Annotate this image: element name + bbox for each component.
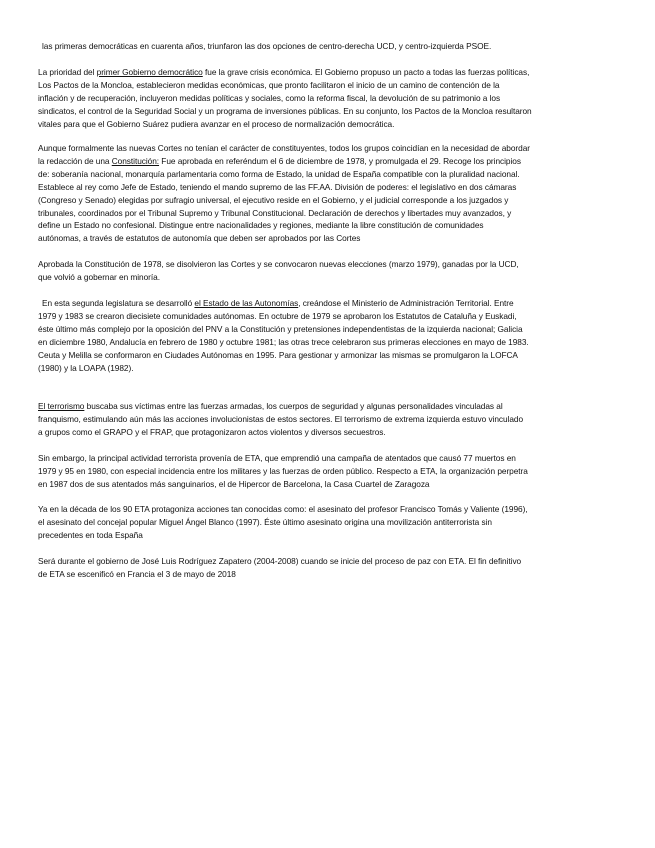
text-line: en diciembre 1980, Andalucía en febrero de 1980 y octubre 1981; las otras trece celebraron sus primeras elecciones en mayo de 1983.	[38, 336, 529, 347]
paragraph-elections	[38, 40, 618, 53]
text-line: precedentes en toda España	[38, 529, 143, 540]
text-line: (1980) y la LOAPA (1982).	[38, 362, 134, 373]
text-line: define un Estado no confesional. Distingue entre nacionalidades y regiones, mediante la libre constitución de comunidades	[38, 220, 484, 231]
text-line: Será durante el gobierno de José Luis Rodríguez Zapatero (2004-2008) cuando se inicie del proceso de paz con ETA. El fin definitivo	[38, 556, 522, 566]
text-line: Ceuta y Melilla se conformaron en Ciudades Autónomas en 1995. Para gestionar y armonizar las mismas se promulgaron la LOFCA	[38, 349, 518, 360]
text-line: éste último más complejo por la oposición del PNV a la Constitución y pretensiones independentistas de la izquierda nacional; Galicia	[38, 323, 523, 334]
text-line	[38, 400, 618, 413]
text-span: , creándose el Ministerio de Administración Territorial. Entre	[298, 298, 514, 308]
text-line: franquismo, estimulando aún más las acciones involucionistas de estos sectores. El terrorismo de extrema izquierda estuvo vinculado	[38, 413, 524, 424]
text-line: en 1987 dos de sus atentados más sanguinarios, el de Hipercor de Barcelona, la Casa Cuartel de Zaragoza	[38, 478, 430, 489]
text-line	[38, 155, 618, 168]
text-line: el asesinato del concejal popular Miguel Ángel Blanco (1997). Éste último asesinato origina una movilización antiterrorista sin	[38, 516, 492, 527]
text-line: inflación y de recuperación, incluyeron medidas políticas y sociales, como la reforma fiscal, la devolución de su patrimonio a los	[38, 92, 501, 103]
link-primer-gobierno[interactable]: primer Gobierno democrático	[96, 67, 203, 77]
paragraph-terrorism	[38, 400, 618, 439]
text-line: 1979 y 95 en 1980, con especial incidencia entre los militares y las fuerzas de orden público. Respecto a ETA, la organización perpetra	[38, 465, 528, 476]
text-line: Ya en la década de los 90 ETA protagoniza acciones tan conocidas como: el asesinato del profesor Francisco Tomás y Valiente (1996),	[38, 504, 528, 514]
paragraph-eta-end	[38, 555, 618, 581]
text-line: de: soberanía nacional, monarquía parlamentaria como forma de Estado, la unidad de España compatible con la pluralidad nacional.	[38, 168, 520, 179]
link-estado-autonomias[interactable]: el Estado de las Autonomías	[194, 298, 299, 308]
text-line	[38, 66, 618, 79]
text-line: vitales para que el Gobierno Suárez pudiera avanzar en el proceso de normalización democrática.	[38, 118, 395, 129]
text-span: fue la grave crisis económica. El Gobierno propuso un pacto a todas las fuerzas políticas,	[202, 67, 530, 77]
text-line: Aprobada la Constitución de 1978, se disolvieron las Cortes y se convocaron nuevas elecciones (marzo 1979), ganadas por la UCD,	[38, 259, 519, 269]
text-line	[38, 297, 618, 310]
text-line: sindicatos, el control de la Seguridad Social y un programa de inversiones públicas. En su conjunto, los Pactos de la Moncloa resultaron	[38, 105, 532, 116]
text-line: (Congreso y Senado) elegidas por sufragio universal, el ejecutivo reside en el Gobierno, y el judicial corresponde a los juzgados y	[38, 194, 509, 205]
text-line: las primeras democráticas en cuarenta años, triunfaron las dos opciones de centro-derecha UCD, y centro-izquierda PSOE.	[42, 41, 492, 51]
text-line: de ETA se escenificó en Francia el 3 de mayo de 2018	[38, 568, 236, 579]
paragraph-eta-90s	[38, 503, 618, 542]
text-line: a grupos como el GRAPO y el FRAP, que protagonizaron actos violentos y diversos secuestros.	[38, 426, 386, 437]
text-span: En esta segunda legislatura se desarrolló	[42, 298, 195, 308]
link-terrorismo[interactable]: El terrorismo	[38, 401, 85, 411]
text-span: La prioridad del	[38, 67, 97, 77]
text-span: la redacción de una	[38, 155, 112, 166]
text-line: 1979 y 1983 se crearon diecisiete comunidades autónomas. En octubre de 1979 se aprobaron los Estatutos de Cataluña y Euskadi,	[38, 310, 517, 321]
text-line: autónomas, a través de estatutos de autonomía que deben ser aprobados por las Cortes	[38, 233, 361, 244]
paragraph-new-elections	[38, 258, 618, 284]
text-line: Sin embargo, la principal actividad terrorista provenía de ETA, que emprendió una campaña de atentados que causó 77 muertos en	[38, 453, 516, 463]
text-line: que volvió a gobernar en minoría.	[38, 271, 160, 282]
text-line: Establece al rey como Jefe de Estado, teniendo el mando supremo de las FF.AA. División de poderes: el legislativo en dos cámaras	[38, 181, 517, 192]
paragraph-autonomies	[38, 297, 618, 374]
text-span: Fue aprobada en referéndum el 6 de diciembre de 1978, y promulgada el 29. Recoge los principios	[159, 155, 521, 166]
link-constitucion[interactable]: Constitución:	[111, 155, 160, 166]
text-span: buscaba sus víctimas entre las fuerzas armadas, los cuerpos de seguridad y algunas personalidades vinculadas al	[84, 401, 503, 411]
text-line: tribunales, coordinados por el Tribunal Supremo y Tribunal Constitucional. Declaración de derechos y libertades muy avanzados, y	[38, 207, 512, 218]
paragraph-constitution	[38, 142, 618, 245]
text-line: Los Pactos de la Moncloa, establecieron medidas económicas, que pronto facilitaron el inicio de un camino de contención de la	[38, 79, 500, 90]
text-line: Aunque formalmente las nuevas Cortes no tenían el carácter de constituyentes, todos los grupos coincidían en la necesidad de abordar	[38, 143, 530, 153]
paragraph-moncloa-pacts	[38, 66, 618, 131]
paragraph-eta-activity	[38, 452, 618, 491]
